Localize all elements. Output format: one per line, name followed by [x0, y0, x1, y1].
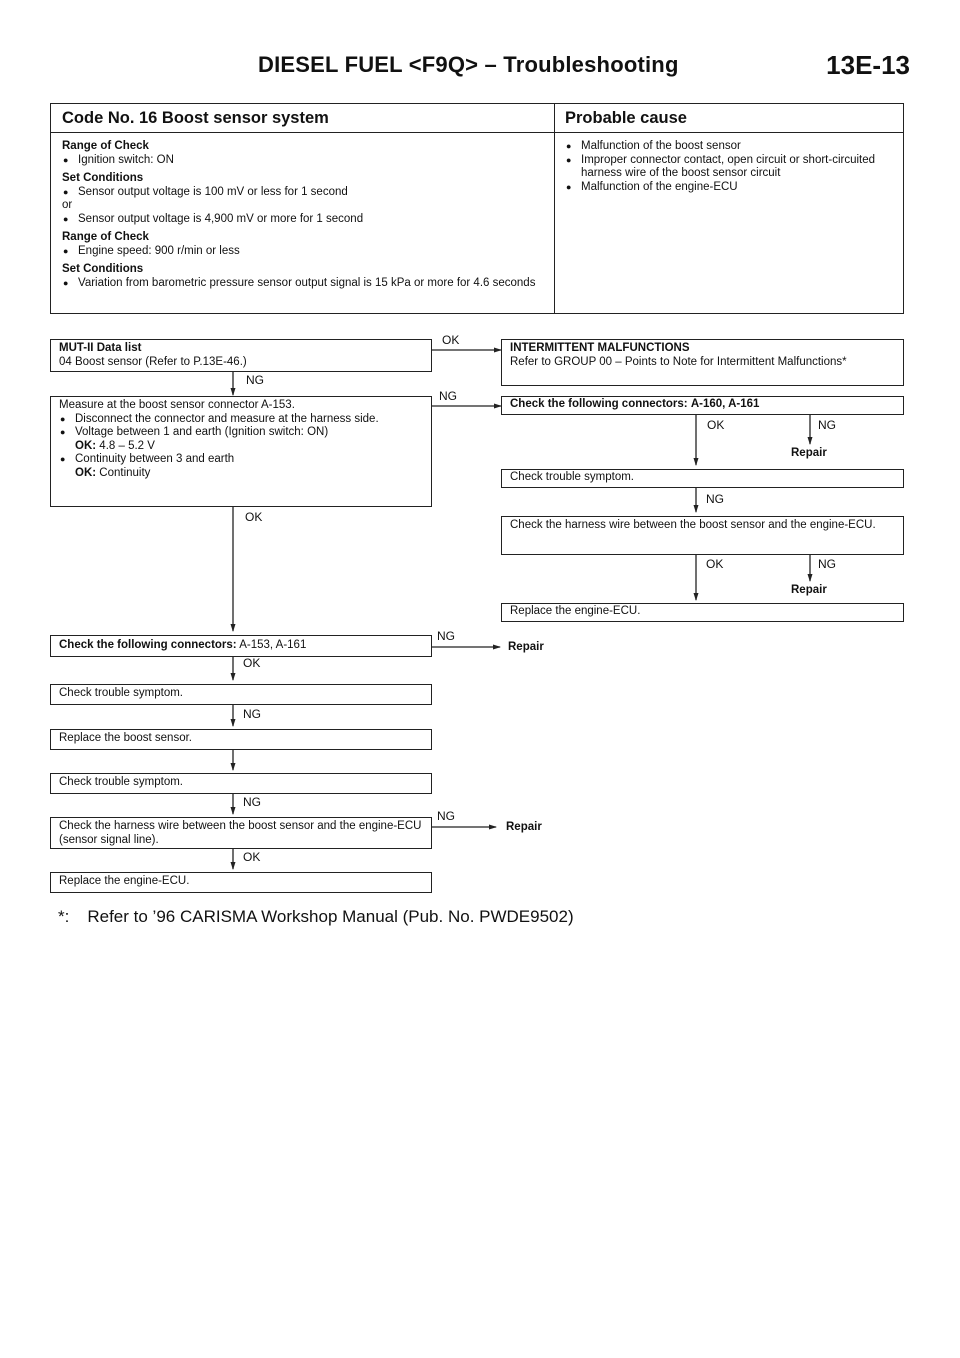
cause-item: ● Improper connector contact, open circuit or short-circuited harness wire of the boost sensor circuit — [565, 154, 895, 181]
repair-label: Repair — [506, 821, 542, 833]
connector-ids: A-160, A-161 — [690, 398, 760, 410]
check-symptom-box-1 — [50, 684, 432, 705]
measure-item: ● Continuity between 3 and earth — [59, 453, 423, 467]
check-connectors-right-box — [501, 396, 904, 415]
replace-ecu-text: Replace the engine-ECU. — [510, 605, 641, 617]
repair-label: Repair — [508, 641, 544, 653]
ng-label: NG — [706, 492, 724, 506]
measure-ok-line — [59, 467, 423, 481]
measure-box — [50, 396, 432, 507]
check-harness-text: Check the harness wire between the boost sensor and the engine-ECU. — [510, 519, 876, 531]
range-of-check-heading: Range of Check — [62, 140, 149, 152]
intermittent-title: INTERMITTENT MALFUNCTIONS — [510, 342, 690, 354]
ok-label: OK — [243, 656, 261, 670]
ng-label: NG — [246, 373, 264, 387]
check-connectors-label: Check the following connectors: — [510, 398, 688, 410]
footnote-text: Refer to ’96 CARISMA Workshop Manual (Pub. No. PWDE9502) — [87, 907, 574, 926]
intermittent-box — [501, 339, 904, 386]
code-header: Code No. 16 Boost sensor system — [62, 109, 329, 127]
check-harness-left-box — [50, 817, 432, 849]
check-harness-right-box — [501, 516, 904, 555]
page-number: 13E-13 — [826, 50, 910, 80]
set-condition-item: ● Sensor output voltage is 4,900 mV or more for 1 second — [62, 213, 542, 227]
ok-label: OK — [245, 510, 263, 524]
ng-label: NG — [818, 557, 836, 571]
ng-label: NG — [243, 707, 261, 721]
intermittent-body: Refer to GROUP 00 – Points to Note for Intermittent Malfunctions* — [510, 355, 847, 368]
probable-cause-header: Probable cause — [565, 109, 687, 127]
check-symptom-box-2 — [50, 773, 432, 794]
ok-label: OK: — [75, 439, 97, 452]
footnote-mark: *: — [58, 907, 70, 926]
ng-label: NG — [439, 389, 457, 403]
check-symptom-text: Check trouble symptom. — [59, 776, 183, 788]
measure-ok-line — [59, 440, 423, 454]
replace-ecu-text: Replace the engine-ECU. — [59, 875, 190, 887]
ok-value: 4.8 – 5.2 V — [99, 439, 155, 452]
repair-label: Repair — [791, 447, 827, 459]
ok-label: OK — [707, 418, 725, 432]
range-of-check-item: ● Engine speed: 900 r/min or less — [62, 245, 542, 259]
ng-label: NG — [243, 795, 261, 809]
repair-label: Repair — [791, 584, 827, 596]
measure-title: Measure at the boost sensor connector A-153. — [59, 399, 295, 411]
set-condition-item: ● Sensor output voltage is 100 mV or less for 1 second — [62, 186, 542, 200]
range-of-check-item: ● Ignition switch: ON — [62, 154, 542, 168]
set-condition-item: ● Variation from barometric pressure sensor output signal is 15 kPa or more for 4.6 seconds — [62, 277, 542, 291]
check-symptom-text: Check trouble symptom. — [510, 471, 634, 483]
ok-label: OK — [243, 850, 261, 864]
mut-data-list-box — [50, 339, 432, 372]
range-of-check-heading: Range of Check — [62, 231, 149, 243]
ok-label: OK — [706, 557, 724, 571]
mut-body: 04 Boost sensor (Refer to P.13E-46.) — [59, 355, 247, 368]
connector-ids: A-153, A-161 — [239, 639, 307, 651]
ng-label: NG — [818, 418, 836, 432]
measure-item: ● Voltage between 1 and earth (Ignition switch: ON) — [59, 426, 423, 440]
replace-sensor-box — [50, 729, 432, 750]
ok-value: Continuity — [99, 466, 151, 479]
check-connectors-left-box — [50, 635, 432, 657]
set-conditions-heading: Set Conditions — [62, 263, 144, 275]
footnote — [58, 907, 574, 927]
ok-label: OK: — [75, 466, 97, 479]
ok-label: OK — [442, 333, 460, 347]
check-connectors-label: Check the following connectors: — [59, 639, 237, 651]
check-symptom-text: Check trouble symptom. — [59, 687, 183, 699]
replace-ecu-left-box — [50, 872, 432, 893]
replace-sensor-text: Replace the boost sensor. — [59, 732, 192, 744]
page-title: DIESEL FUEL <F9Q> – Troubleshooting — [258, 52, 679, 77]
set-conditions-heading: Set Conditions — [62, 172, 144, 184]
check-symptom-right-box — [501, 469, 904, 488]
check-harness-text: Check the harness wire between the boost sensor and the engine-ECU (sensor signal line). — [59, 820, 422, 846]
measure-item: ● Disconnect the connector and measure at the harness side. — [59, 413, 423, 427]
mut-title: MUT-II Data list — [59, 342, 142, 354]
replace-ecu-right-box — [501, 603, 904, 622]
cause-item: ● Malfunction of the engine-ECU — [565, 181, 895, 195]
cause-item: ● Malfunction of the boost sensor — [565, 140, 895, 154]
ng-label: NG — [437, 629, 455, 643]
or-text: or — [62, 199, 73, 211]
ng-label: NG — [437, 809, 455, 823]
